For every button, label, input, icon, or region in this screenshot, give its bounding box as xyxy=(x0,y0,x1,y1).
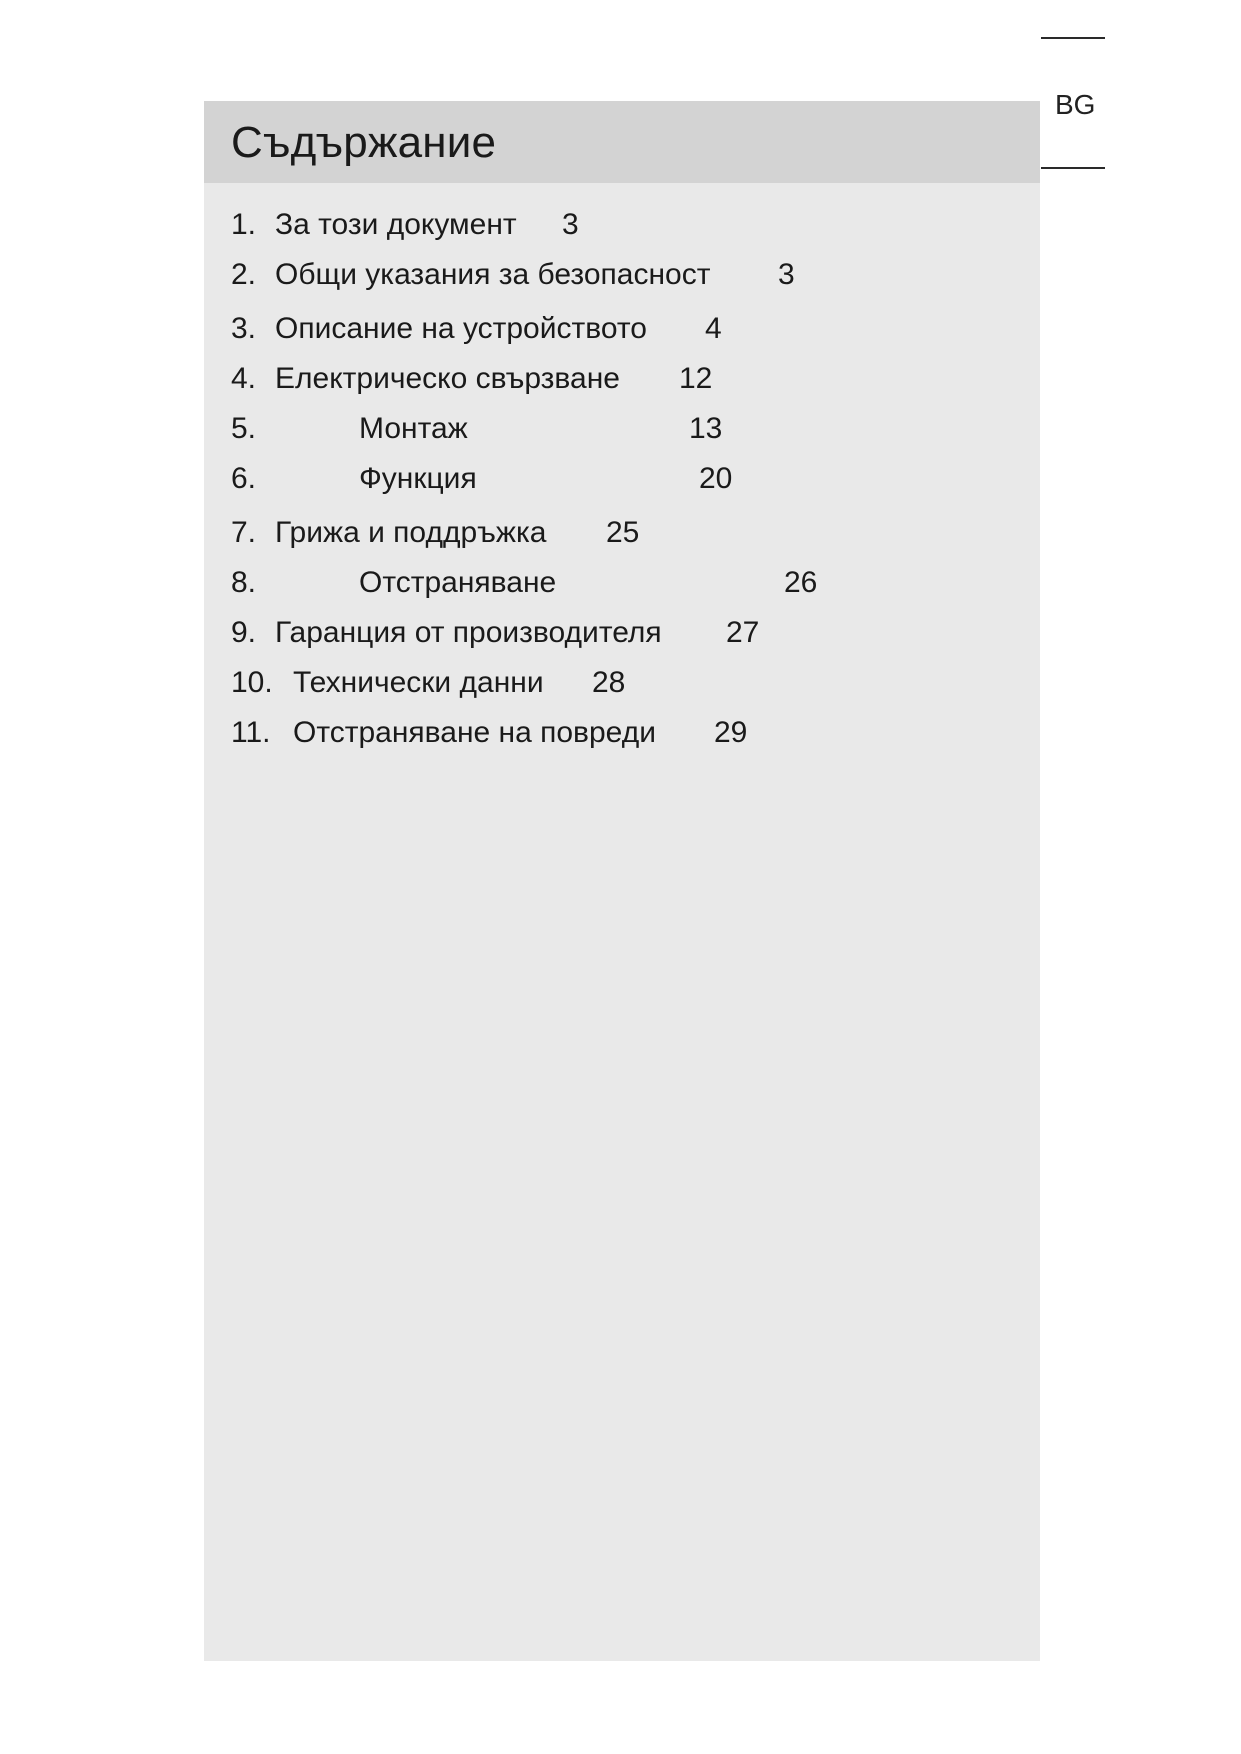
toc-entry-title: Отстраняване xyxy=(359,566,557,599)
toc-entry-number: 3. xyxy=(231,312,257,345)
toc-entry-number: 11. xyxy=(231,716,271,749)
toc-entry-number: 5. xyxy=(231,412,257,445)
toc-entry-title: Електрическо свързване xyxy=(275,362,620,395)
toc-entry-number: 4. xyxy=(231,362,257,395)
table-of-contents-panel xyxy=(204,101,1040,1661)
toc-entry-page: 29 xyxy=(714,716,748,749)
toc-entry-page: 3 xyxy=(778,258,795,291)
toc-entry-page: 20 xyxy=(699,462,733,495)
toc-entry-page: 13 xyxy=(689,412,723,445)
toc-entry-title: Гаранция от производителя xyxy=(275,616,662,649)
toc-entry-page: 27 xyxy=(726,616,760,649)
toc-entry-number: 10. xyxy=(231,666,273,699)
toc-entry-number: 6. xyxy=(231,462,257,495)
toc-entry-title: Технически данни xyxy=(293,666,544,699)
toc-entry-number: 2. xyxy=(231,258,257,291)
language-tab-bottom-rule xyxy=(1041,167,1105,169)
toc-entry-title: Общи указания за безопасност xyxy=(275,258,711,291)
toc-entry-number: 8. xyxy=(231,566,257,599)
toc-entry-number: 7. xyxy=(231,516,257,549)
toc-entry-page: 3 xyxy=(562,208,579,241)
toc-entry-page: 25 xyxy=(606,516,640,549)
toc-entry-title: Описание на устройството xyxy=(275,312,647,345)
language-tab-top-rule xyxy=(1041,37,1105,39)
toc-entry-title: Функция xyxy=(359,462,477,495)
toc-entry-number: 1. xyxy=(231,208,257,241)
toc-title: Съдържание xyxy=(231,118,497,167)
toc-entry-title: За този документ xyxy=(275,208,517,241)
toc-entry-page: 12 xyxy=(679,362,713,395)
toc-entry-page: 4 xyxy=(705,312,722,345)
toc-entry-title: Отстраняване на повреди xyxy=(293,716,656,749)
toc-entry-number: 9. xyxy=(231,616,257,649)
toc-entry-page: 26 xyxy=(784,566,818,599)
language-code: BG xyxy=(1055,89,1096,120)
toc-entry-title: Монтаж xyxy=(359,412,468,445)
toc-entry-page: 28 xyxy=(592,666,626,699)
toc-entry-title: Грижа и поддръжка xyxy=(275,516,547,549)
toc-header-bar xyxy=(204,101,1040,183)
